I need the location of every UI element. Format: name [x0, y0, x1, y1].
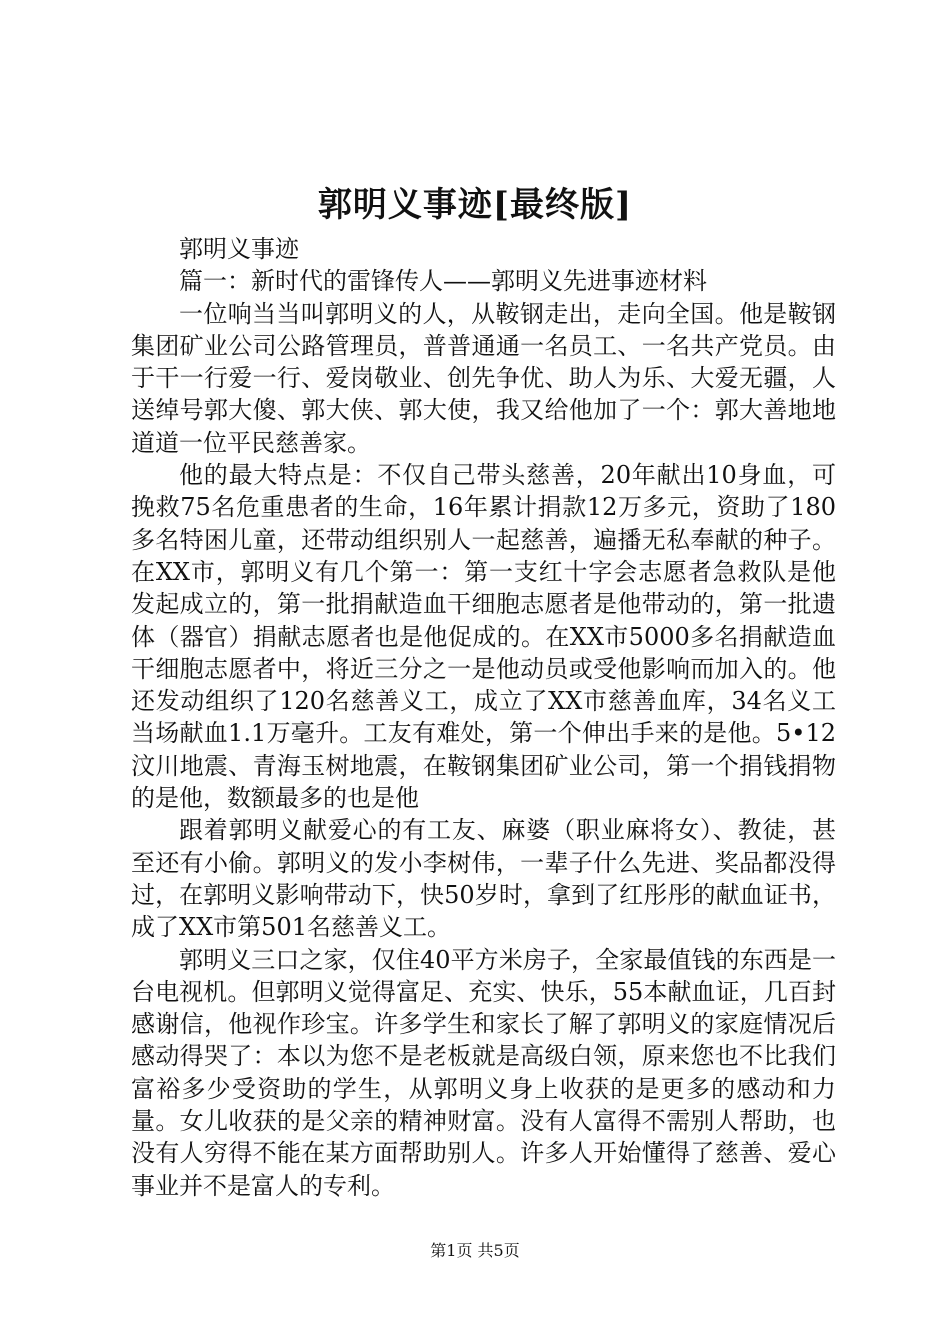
body-paragraph: 跟着郭明义献爱心的有工友、麻婆（职业麻将女）、教徒，甚至还有小偷。郭明义的发小李树伟，一辈子什么先进、奖品都没得过，在郭明义影响带动下，快50岁时，拿到了红彤彤的献血证书，成了XX市第501名慈善义工。 [131, 816, 836, 942]
subtitle-paragraph: 郭明义事迹 [179, 235, 299, 263]
section-heading-paragraph: 篇一：新时代的雷锋传人——郭明义先进事迹材料 [179, 267, 707, 296]
body-paragraph: 郭明义三口之家，仅住40平方米房子，全家最值钱的东西是一台电视机。但郭明义觉得富足、充实、快乐，55本献血证，几百封感谢信，他视作珍宝。许多学生和家长了解了郭明义的家庭情况后感动得哭了：本以为您不是老板就是高级白领，原来您也不比我们富裕多少受资助的学生，从郭明义身上收获的是更多的感动和力量。女儿收获的是父亲的精神财富。没有人富得不需别人帮助，也没有人穷得不能在某方面帮助别人。许多人开始懂得了慈善、爱心事业并不是富人的专利。 [131, 945, 836, 1200]
document-body [131, 233, 836, 1202]
body-paragraph: 一位响当当叫郭明义的人，从鞍钢走出，走向全国。他是鞍钢集团矿业公司公路管理员，普普通通一名员工、一名共产党员。由于干一行爱一行、爱岗敬业、创先争优、助人为乐、大爱无疆，人送绰号郭大傻、郭大侠、郭大使，我又给他加了一个：郭大善地地道道一位平民慈善家。 [131, 299, 836, 457]
body-paragraph: 他的最大特点是：不仅自己带头慈善，20年献出10身血，可挽救75名危重患者的生命，16年累计捐款12万多元，资助了180多名特困儿童，还带动组织别人一起慈善，遍播无私奉献的种子。在XX市，郭明义有几个第一：第一支红十字会志愿者急救队是他发起成立的，第一批捐献造血干细胞志愿者是他带动的，第一批遗体（器官）捐献志愿者也是他促成的。在XX市5000多名捐献造血干细胞志愿者中，将近三分之一是他动员或受他影响而加入的。他还发动组织了120名慈善义工，成立了XX市慈善血库，34名义工当场献血1.1万毫升。工友有难处，第一个伸出手来的是他。5•12汶川地震、青海玉树地震，在鞍钢集团矿业公司，第一个捐钱捐物的是他，数额最多的也是他 [131, 461, 836, 813]
page-footer: 第1页 共5页 [430, 1241, 520, 1260]
document-title: 郭明义事迹[最终版] [317, 185, 633, 225]
